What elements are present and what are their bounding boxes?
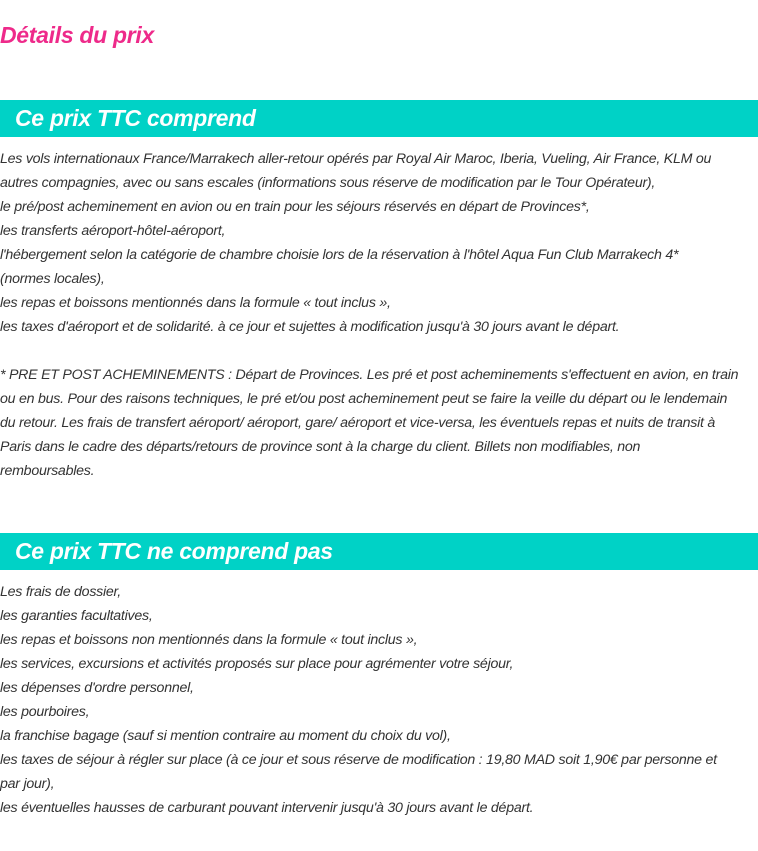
excluded-section-header bbox=[0, 533, 758, 570]
note-line: du retour. Les frais de transfert aéroport/ aéroport, gare/ aéroport et vice-versa, les éventuels repas et nuits de transit à bbox=[0, 415, 716, 431]
note-line: remboursables. bbox=[0, 463, 95, 479]
included-item: (normes locales), bbox=[0, 271, 105, 287]
excluded-item: les éventuelles hausses de carburant pouvant intervenir jusqu'à 30 jours avant le départ. bbox=[0, 800, 534, 816]
excluded-item: les repas et boissons non mentionnés dans la formule « tout inclus », bbox=[0, 632, 418, 648]
excluded-item: les garanties facultatives, bbox=[0, 608, 153, 624]
note-line: Paris dans le cadre des départs/retours de province sont à la charge du client. Billets non modifiables, non bbox=[0, 439, 641, 455]
excluded-item: les services, excursions et activités proposés sur place pour agrémenter votre séjour, bbox=[0, 656, 514, 672]
acheminement-note bbox=[0, 363, 758, 483]
included-item: l'hébergement selon la catégorie de chambre choisie lors de la réservation à l'hôtel Aqua Fun Club Marrakech 4* bbox=[0, 247, 679, 263]
included-item: les taxes d'aéroport et de solidarité. à ce jour et sujettes à modification jusqu'à 30 jours avant le départ. bbox=[0, 319, 620, 335]
included-item: le pré/post acheminement en avion ou en train pour les séjours réservés en départ de Provinces*, bbox=[0, 199, 590, 215]
included-items-list bbox=[0, 147, 758, 339]
excluded-section-title: Ce prix TTC ne comprend pas bbox=[15, 538, 333, 564]
included-section-header bbox=[0, 100, 758, 137]
excluded-items-list bbox=[0, 580, 758, 820]
excluded-item: les dépenses d'ordre personnel, bbox=[0, 680, 194, 696]
excluded-item: la franchise bagage (sauf si mention contraire au moment du choix du vol), bbox=[0, 728, 451, 744]
excluded-item: Les frais de dossier, bbox=[0, 584, 121, 600]
note-line: ou en bus. Pour des raisons techniques, le pré et/ou post acheminement peut se faire la veille du départ ou le lendemain bbox=[0, 391, 728, 407]
included-item: les repas et boissons mentionnés dans la formule « tout inclus », bbox=[0, 295, 391, 311]
excluded-item: les taxes de séjour à régler sur place (à ce jour et sous réserve de modification : 19,80 MAD soit 1,90€ par personne et bbox=[0, 752, 717, 768]
included-section-title: Ce prix TTC comprend bbox=[15, 105, 256, 131]
included-item: Les vols internationaux France/Marrakech aller-retour opérés par Royal Air Maroc, Iberia, Vueling, Air France, KLM ou bbox=[0, 151, 712, 167]
included-item: autres compagnies, avec ou sans escales (informations sous réserve de modification par le Tour Opérateur), bbox=[0, 175, 656, 191]
included-item: les transferts aéroport-hôtel-aéroport, bbox=[0, 223, 226, 239]
excluded-item: par jour), bbox=[0, 776, 55, 792]
page-title: Détails du prix bbox=[0, 22, 154, 48]
excluded-item: les pourboires, bbox=[0, 704, 90, 720]
note-line: * PRE ET POST ACHEMINEMENTS : Départ de Provinces. Les pré et post acheminements s'effectuent en avion, en train bbox=[0, 367, 739, 383]
